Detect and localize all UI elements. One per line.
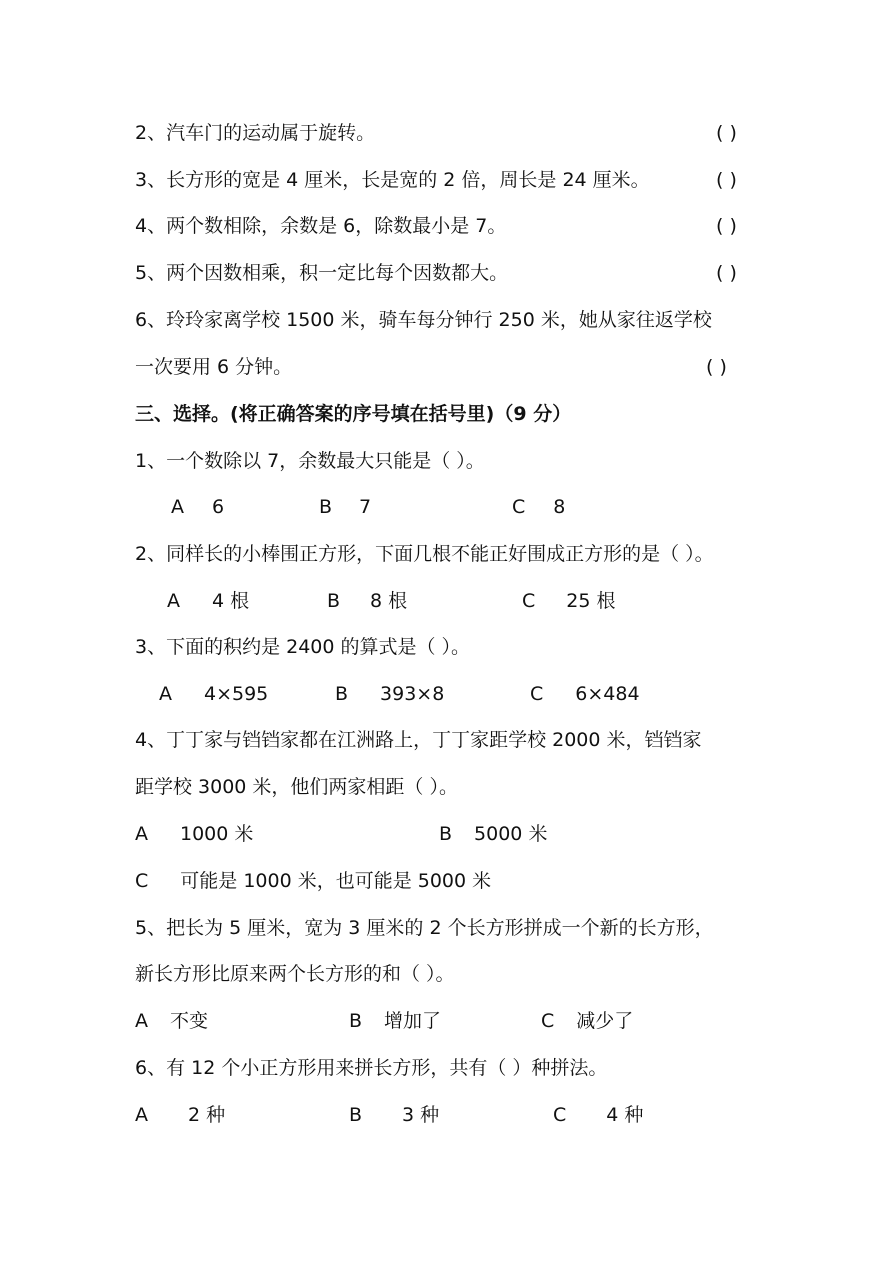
choice-question-5-cont: 新长方形比原来两个长方形的和（ ）。	[135, 963, 455, 985]
answer-bracket: ( )	[716, 262, 737, 284]
judge-item-6-cont: 一次要用 6 分钟。	[135, 356, 293, 378]
answer-bracket: ( )	[716, 169, 737, 191]
option-b: B 7	[319, 496, 372, 518]
judge-item-5: 5、两个因数相乘，积一定比每个因数都大。	[135, 262, 509, 284]
judge-item-2: 2、汽车门的运动属于旋转。	[135, 122, 376, 144]
option-a: A 不变	[135, 1010, 209, 1032]
judge-item-4: 4、两个数相除，余数是 6，除数最小是 7。	[135, 215, 507, 237]
judge-item-3: 3、长方形的宽是 4 厘米，长是宽的 2 倍，周长是 24 厘米。	[135, 169, 650, 191]
option-a: A 1000 米	[135, 823, 254, 845]
choice-question-4: 4、丁丁家与铛铛家都在江洲路上，丁丁家距学校 2000 米，铛铛家	[135, 729, 702, 751]
option-b: B 5000 米	[439, 823, 548, 845]
option-a: A 2 种	[135, 1104, 226, 1126]
option-c: C 8	[512, 496, 566, 518]
option-c: C 6×484	[530, 683, 640, 705]
option-c: C 25 根	[522, 590, 616, 612]
option-c: C 4 种	[553, 1104, 644, 1126]
option-b: B 增加了	[349, 1010, 442, 1032]
answer-bracket: ( )	[716, 215, 737, 237]
option-a: A 4×595	[159, 683, 269, 705]
option-b: B 3 种	[349, 1104, 440, 1126]
choice-question-4-cont: 距学校 3000 米，他们两家相距（ ）。	[135, 776, 458, 798]
choice-question-3: 3、下面的积约是 2400 的算式是（ ）。	[135, 636, 471, 658]
option-a: A 6	[171, 496, 225, 518]
option-c: C 减少了	[541, 1010, 634, 1032]
choice-question-2: 2、同样长的小棒围正方形，下面几根不能正好围成正方形的是（ ）。	[135, 543, 714, 565]
answer-bracket: ( )	[716, 122, 737, 144]
option-c: C 可能是 1000 米，也可能是 5000 米	[135, 870, 492, 892]
choice-question-5: 5、把长为 5 厘米，宽为 3 厘米的 2 个长方形拼成一个新的长方形，	[135, 917, 714, 939]
option-b: B 393×8	[335, 683, 445, 705]
answer-bracket: ( )	[706, 356, 727, 378]
choice-question-6: 6、有 12 个小正方形用来拼长方形，共有（ ）种拼法。	[135, 1057, 608, 1079]
section-heading: 三、选择。(将正确答案的序号填在括号里)（9 分）	[135, 403, 572, 425]
judge-item-6: 6、玲玲家离学校 1500 米，骑车每分钟行 250 米，她从家往返学校	[135, 309, 712, 331]
option-a: A 4 根	[167, 590, 250, 612]
option-b: B 8 根	[327, 590, 408, 612]
choice-question-1: 1、一个数除以 7，余数最大只能是（ ）。	[135, 450, 485, 472]
